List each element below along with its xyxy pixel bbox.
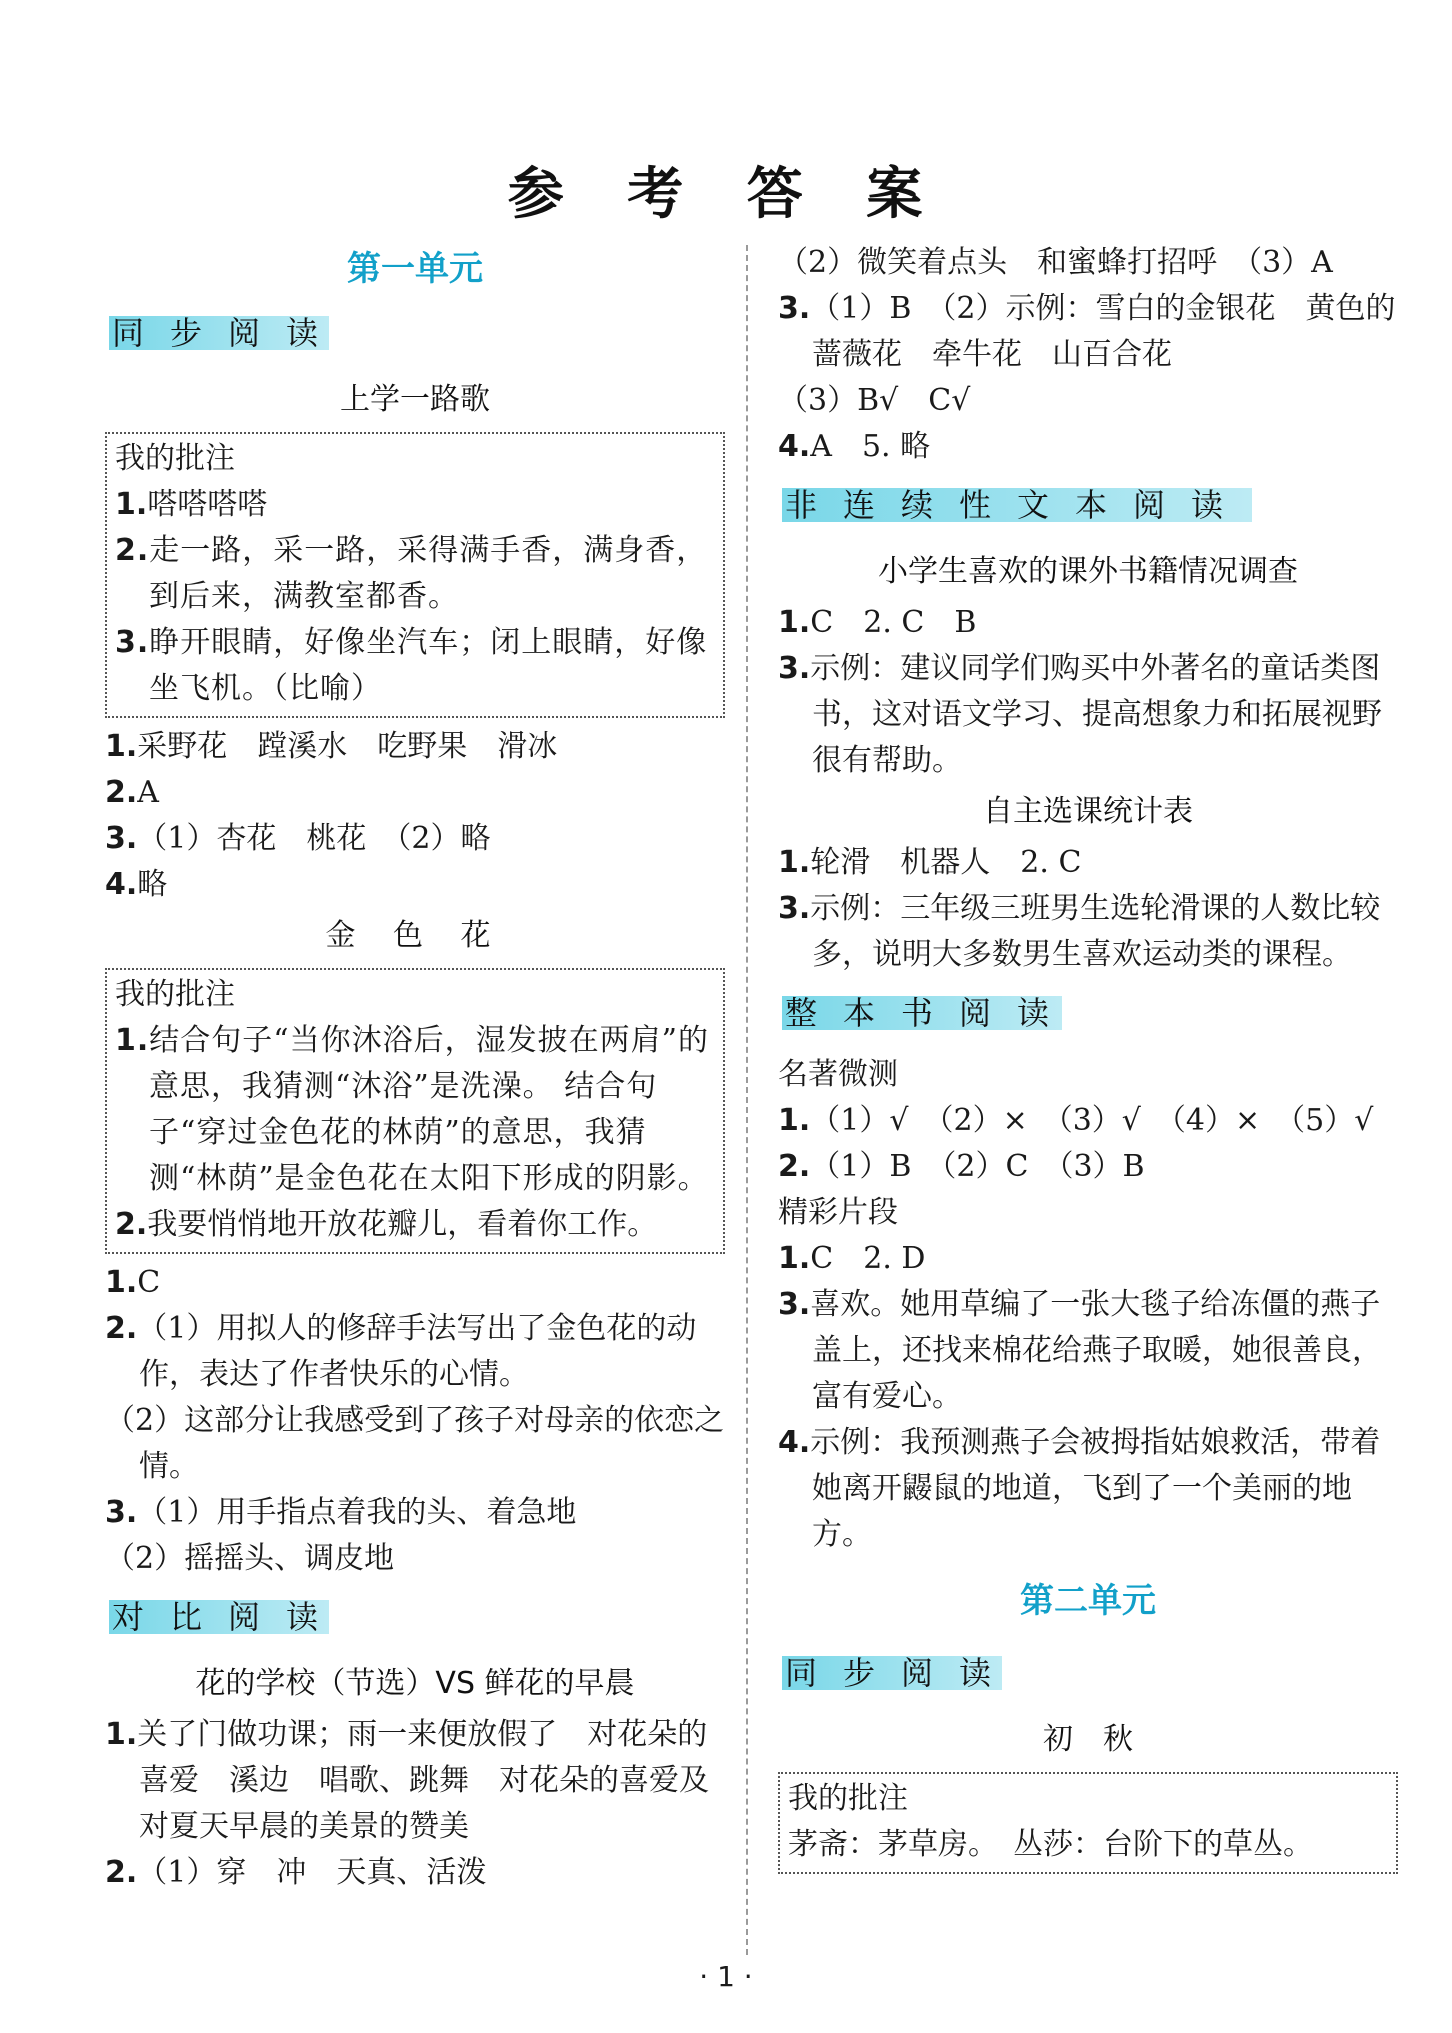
banner-char: 文: [1016, 486, 1049, 524]
answer-item: 3.示例：建议同学们购买中外著名的童话类图书，这对语文学习、提高想象力和拓展视野很有帮助。: [778, 651, 1382, 778]
banner-char: 读: [1016, 994, 1049, 1032]
answer-item: 2.（1）用拟人的修辞手法写出了金色花的动作，表达了作者快乐的心情。: [105, 1311, 697, 1392]
banner-char: 同: [111, 314, 144, 352]
annotation-title: 我的批注: [115, 441, 235, 476]
banner-char: 续: [900, 486, 933, 524]
answer-item: 4.示例：我预测燕子会被拇指姑娘救活，带着她离开鼹鼠的地道，飞到了一个美丽的地方。: [778, 1425, 1381, 1552]
banner-char: 同: [784, 1654, 817, 1692]
annotation-title: 我的批注: [115, 977, 235, 1012]
banner-char: 本: [1074, 486, 1107, 524]
banner-char: 本: [842, 994, 875, 1032]
banner-char: 整: [784, 994, 817, 1032]
right-column: [778, 240, 1398, 1880]
annotation-title: 我的批注: [788, 1781, 908, 1816]
answer-item: 2.A: [105, 775, 159, 810]
answer-item: 3.（1）杏花 桃花 （2）略: [105, 821, 491, 856]
banner-char: 读: [1190, 486, 1223, 524]
answer-item: 2.（1）穿 冲 天真、活泼: [105, 1855, 487, 1890]
answer-item: 3.喜欢。她用草编了一张大毯子给冻僵的燕子盖上，还找来棉花给燕子取暖，她很善良，富有爱心。: [778, 1287, 1382, 1414]
unit-title-1: 第一单元: [347, 249, 483, 289]
article-title: 花的学校（节选）VS 鲜花的早晨: [195, 1666, 635, 1701]
banner-sync-reading: [105, 304, 725, 362]
answer-item: 3.（1）B （2）示例：雪白的金银花 黄色的蔷薇花 牵牛花 山百合花: [778, 291, 1396, 372]
banner-char: 阅: [958, 994, 991, 1032]
answer-item: 1.C: [105, 1265, 161, 1300]
column-divider: [746, 245, 748, 1955]
article-title: 上学一路歌: [340, 382, 490, 417]
answer-item: 4.略: [105, 867, 168, 902]
banner-char: 阅: [1132, 486, 1165, 524]
banner-char: 性: [958, 486, 991, 524]
answer-item: （3）B√ C√: [778, 383, 971, 418]
note-item: 1.结合句子“当你沐浴后，湿发披在两肩”的意思，我猜测“沐浴”是洗澡。 结合句子“穿过金色花的林荫”的意思，我猜测“林荫”是金色花在太阳下形成的阴影。: [115, 1023, 709, 1196]
unit-title-2: 第二单元: [1020, 1581, 1156, 1621]
annotation-box: [778, 1772, 1398, 1874]
answer-item: 3.（1）用手指点着我的头、着急地: [105, 1495, 577, 1530]
answer-item: （2）摇摇头、调皮地: [105, 1541, 395, 1576]
article-title: 小学生喜欢的课外书籍情况调查: [878, 554, 1298, 589]
banner-char: 步: [169, 314, 202, 352]
banner-char: 读: [285, 314, 318, 352]
answer-item: 1.采野花 蹚溪水 吃野果 滑冰: [105, 729, 558, 764]
banner-char: 阅: [227, 314, 260, 352]
answer-item: 2.（1）B （2）C （3）B: [778, 1149, 1145, 1184]
banner-char: 步: [842, 1654, 875, 1692]
banner-char: 阅: [227, 1598, 260, 1636]
banner-char: 非: [784, 486, 817, 524]
banner-char: 读: [958, 1654, 991, 1692]
answer-item: 4.A 5. 略: [778, 429, 931, 464]
banner-char: 连: [842, 486, 875, 524]
banner-char: 书: [900, 994, 933, 1032]
note-text: 茅斋：茅草房。 丛莎：台阶下的草丛。: [788, 1827, 1313, 1862]
answer-item: 1.C 2. C B: [778, 605, 977, 640]
banner-contrast-reading: [105, 1588, 725, 1646]
section-label: 精彩片段: [778, 1195, 898, 1230]
answer-item: 1.轮滑 机器人 2. C: [778, 845, 1082, 880]
banner-char: 对: [111, 1598, 144, 1636]
section-label: 名著微测: [778, 1057, 898, 1092]
answer-item: 1.C 2. D: [778, 1241, 926, 1276]
answer-item: （2）这部分让我感受到了孩子对母亲的依恋之情。: [105, 1403, 725, 1484]
banner-char: 读: [285, 1598, 318, 1636]
banner-non-continuous-text: [778, 476, 1398, 534]
annotation-box: [105, 968, 725, 1254]
note-item: 2.走一路，采一路，采得满手香，满身香，到后来，满教室都香。: [115, 533, 708, 614]
note-item: 3.睁开眼睛，好像坐汽车；闭上眼睛，好像坐飞机。（比喻）: [115, 625, 708, 706]
annotation-box: [105, 432, 725, 718]
banner-char: 比: [169, 1598, 202, 1636]
answer-item: 1.（1）√ （2）× （3）√ （4）× （5）√: [778, 1103, 1374, 1138]
article-title: 初 秋: [1043, 1722, 1133, 1757]
banner-whole-book-reading: [778, 984, 1398, 1042]
article-title: 金 色 花: [325, 918, 505, 953]
note-item: 1.嗒嗒嗒嗒: [115, 487, 268, 522]
note-item: 2.我要悄悄地开放花瓣儿，看着你工作。: [115, 1207, 658, 1242]
answer-item: 1.关了门做功课；雨一来便放假了 对花朵的喜爱 溪边 唱歌、跳舞 对花朵的喜爱及对夏天早晨的美景的赞美: [105, 1717, 709, 1844]
article-title: 自主选课统计表: [983, 794, 1193, 829]
left-column: [105, 240, 725, 1896]
page-number: · 1 ·: [699, 1960, 753, 1993]
banner-sync-reading-2: [778, 1644, 1398, 1702]
answer-item: （2）微笑着点头 和蜜蜂打招呼 （3）A: [778, 245, 1333, 280]
page-title: 参 考 答 案: [507, 162, 945, 227]
answer-item: 3.示例：三年级三班男生选轮滑课的人数比较多，说明大多数男生喜欢运动类的课程。: [778, 891, 1381, 972]
banner-char: 阅: [900, 1654, 933, 1692]
